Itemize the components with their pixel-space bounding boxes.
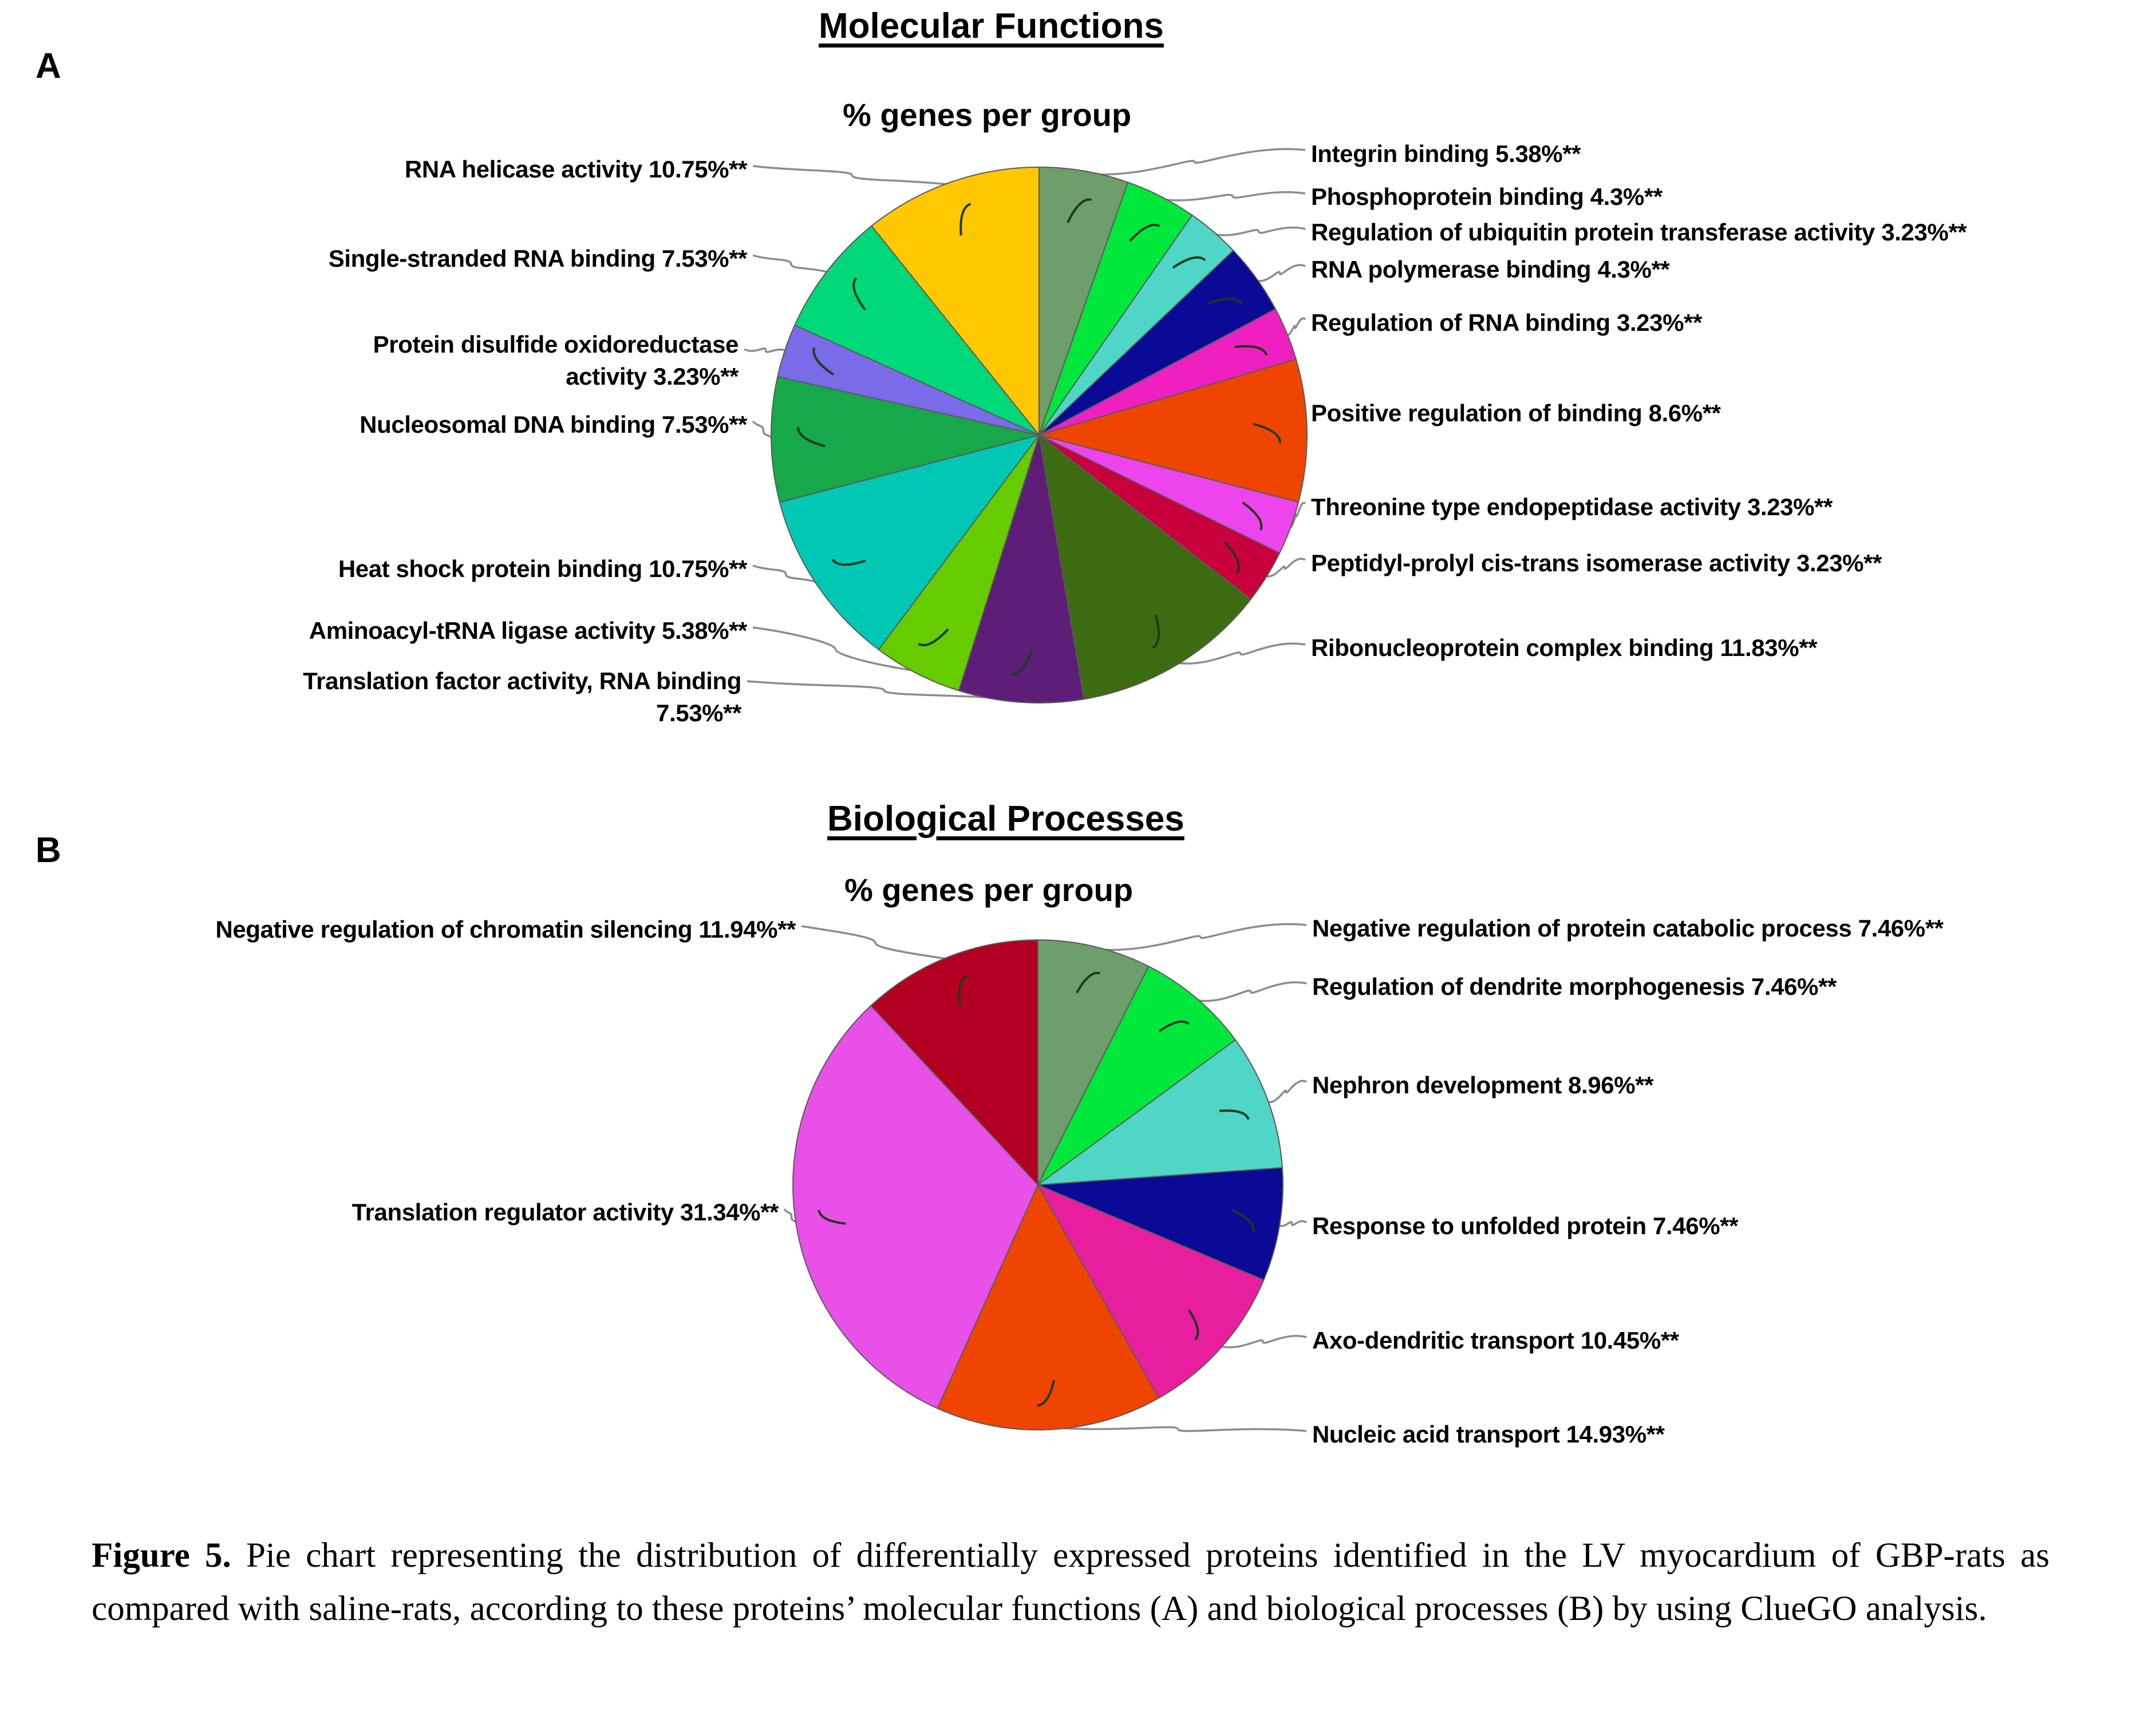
pie-chart-biological-processes xyxy=(792,939,1284,1431)
molecular-function-label: Regulation of ubiquitin protein transferase activity 3.23%** xyxy=(1311,219,1967,246)
molecular-function-label: Heat shock protein binding 10.75%** xyxy=(338,555,747,582)
biological-process-label: Regulation of dendrite morphogenesis 7.46%** xyxy=(1312,973,1837,1000)
molecular-function-label: Single-stranded RNA binding 7.53%** xyxy=(328,245,747,272)
biological-process-label: Nephron development 8.96%** xyxy=(1312,1072,1654,1098)
biological-process-label: Response to unfolded protein 7.46%** xyxy=(1312,1212,1739,1239)
molecular-function-label: Phosphoprotein binding 4.3%** xyxy=(1311,183,1663,210)
figure-caption-label: Figure 5. xyxy=(92,1536,231,1575)
molecular-function-label: Ribonucleoprotein complex binding 11.83%** xyxy=(1311,634,1818,661)
biological-process-label: Nucleic acid transport 14.93%** xyxy=(1312,1421,1665,1448)
biological-process-label: Negative regulation of protein catabolic process 7.46%** xyxy=(1312,915,1944,942)
panel-b-letter: B xyxy=(35,831,61,870)
biological-process-label: Axo-dendritic transport 10.45%** xyxy=(1312,1327,1679,1354)
molecular-function-label: Threonine type endopeptidase activity 3.23%** xyxy=(1311,493,1833,520)
molecular-function-label: Translation factor activity, RNA binding xyxy=(303,667,741,694)
molecular-function-label: Nucleosomal DNA binding 7.53%** xyxy=(360,411,747,438)
molecular-function-label: RNA polymerase binding 4.3%** xyxy=(1311,256,1670,283)
figure-caption xyxy=(92,1530,2050,1635)
molecular-function-label: activity 3.23%** xyxy=(566,363,739,390)
molecular-function-label: Regulation of RNA binding 3.23%** xyxy=(1311,309,1702,336)
chart-b-title: Biological Processes xyxy=(827,799,1184,839)
molecular-function-label: Positive regulation of binding 8.6%** xyxy=(1311,400,1721,426)
molecular-function-label: 7.53%** xyxy=(656,699,741,726)
chart-b-subtitle: % genes per group xyxy=(844,872,1134,908)
panel-a-letter: A xyxy=(35,46,61,86)
molecular-function-label: Protein disulfide oxidoreductase xyxy=(373,331,739,358)
chart-a-subtitle: % genes per group xyxy=(843,97,1132,133)
pie-chart-molecular-functions xyxy=(770,166,1308,704)
molecular-function-label: Peptidyl-prolyl cis-trans isomerase activity 3.23%** xyxy=(1311,550,1882,576)
molecular-function-label: Integrin binding 5.38%** xyxy=(1311,140,1581,167)
biological-process-label: Negative regulation of chromatin silencing 11.94%** xyxy=(215,916,796,943)
figure-caption-body: Pie chart representing the distribution of differentially expressed proteins identified in the LV myocardium of GBP-rats as compared with saline-rats, according to these proteins’ molecular functions (A) and biological processes (B) by using ClueGO analysis. xyxy=(92,1536,2050,1628)
molecular-function-label: RNA helicase activity 10.75%** xyxy=(404,156,747,183)
chart-a-title: Molecular Functions xyxy=(819,6,1164,46)
biological-process-label: Translation regulator activity 31.34%** xyxy=(352,1199,779,1226)
molecular-function-label: Aminoacyl-tRNA ligase activity 5.38%** xyxy=(309,617,747,644)
